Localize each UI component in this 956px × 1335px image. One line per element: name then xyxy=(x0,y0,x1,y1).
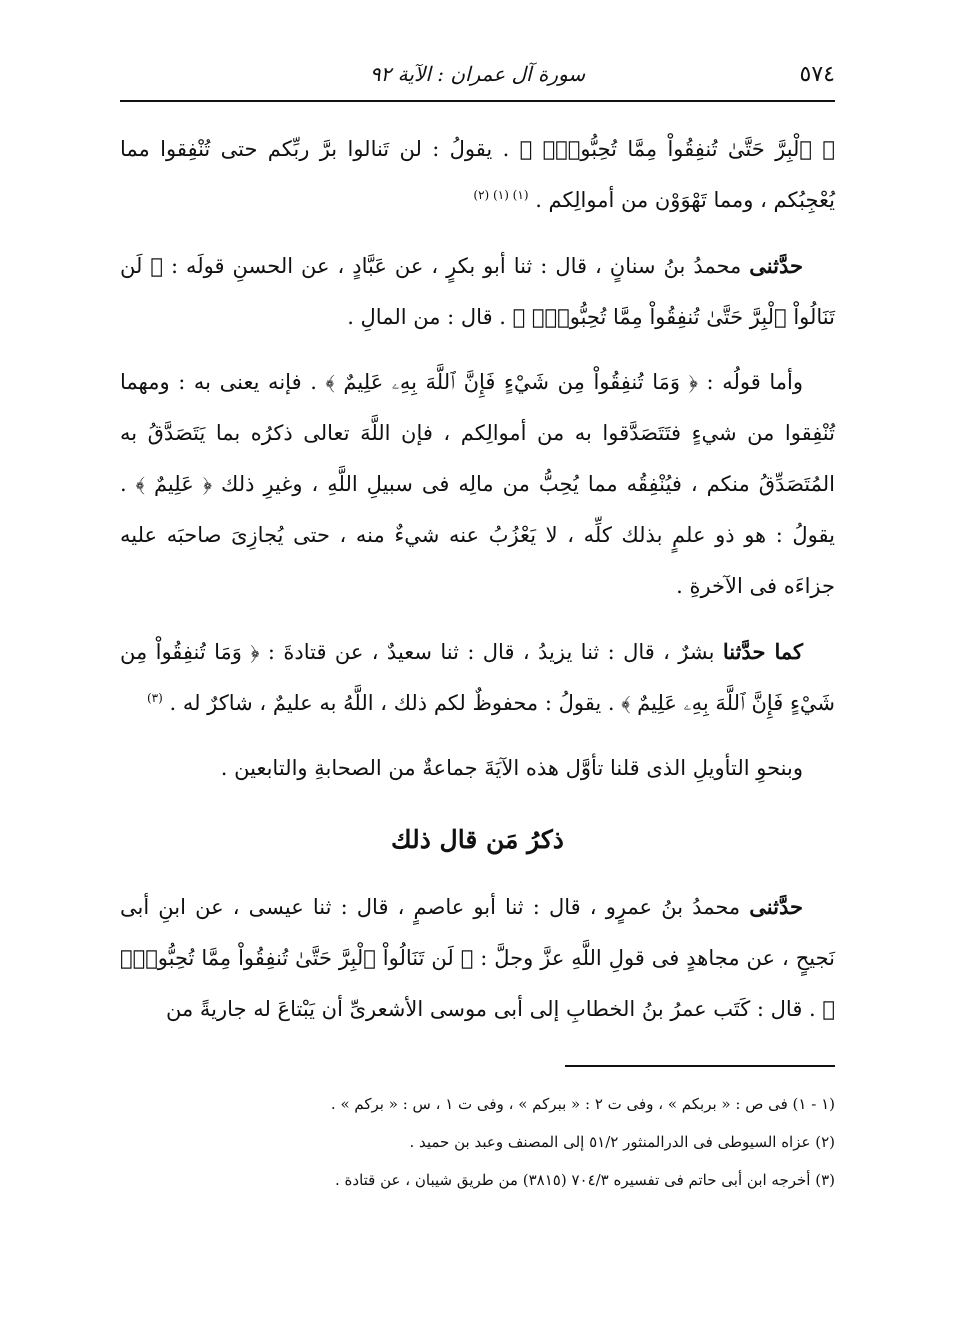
footnotes xyxy=(120,1085,835,1199)
paragraph xyxy=(120,881,835,1035)
footnote-markers: (١) (١) (٢) xyxy=(473,188,529,202)
footnote: (٣) أخرجه ابن أبى حاتم فى تفسيره ٧٠٤/٣ (٣٨١٥) من طريق شيبان ، عن قتادة . xyxy=(335,1171,835,1189)
footnote-divider xyxy=(565,1065,835,1067)
paragraph-text: محمدُ بنُ عمرٍو ، قال : ثنا أبو عاصمٍ ، قال : ثنا عيسى ، عن ابنِ أبى نَجيحٍ ، عن مجاهدٍ فى قولِ اللَّهِ عزَّ وجلَّ : ﴿ لَن تَنَالُواْ ٱلْبِرَّ حَتَّىٰ تُنفِقُواْ مِمَّا تُحِبُّونَۚ ﴾ . قال : كَتَب عمرُ بنُ الخطابِ إلى أبى موسى الأشعرىِّ أن يَبْتاعَ له جاريةً من xyxy=(120,895,835,1021)
paragraph-text: وبنحوِ التأويلِ الذى قلنا تأوَّل هذه الآيَةَ جماعةٌ من الصحابةِ والتابعين . xyxy=(220,756,803,780)
page-header xyxy=(120,50,835,102)
paragraph-lead: كما حدَّثنا xyxy=(722,639,803,664)
footnote: (١ - ١) فى ص : « بربكم » ، وفى ت ٢ : « ببركم » ، وفى ت ١ ، س : « بركم » . xyxy=(330,1095,835,1113)
main-text xyxy=(120,124,835,1035)
paragraph-text: محمدُ بنُ سنانٍ ، قال : ثنا أبو بكرٍ ، عن عَبَّادٍ ، عن الحسنِ قولَه : ﴿ لَن تَنَالُواْ ٱلْبِرَّ حَتَّىٰ تُنفِقُواْ مِمَّا تُحِبُّونَۚ ﴾ . قال : من المالِ . xyxy=(120,254,835,329)
paragraph-text: وأما قولُه : ﴿ وَمَا تُنفِقُواْ مِن شَيْءٍ فَإِنَّ ٱللَّهَ بِهِۦ عَلِيمٌ ﴾ . فإنه يعنى به : ومهما تُنْفِقوا من شيءٍ فتَتَصَدَّقوا به من أموالِكم ، فإن اللَّهَ تعالى ذكرُه بما يَتَصَدَّقُ به المُتَصَدِّقُ منكم ، فيُنْفِقُه مما يُحِبُّ من مالِه فى سبيلِ اللَّهِ ، وغيرِ ذلك ﴿ عَلِيمٌ ﴾ . يقولُ : هو ذو علمٍ بذلك كلِّه ، لا يَعْزُبُ عنه شيءٌ منه ، حتى يُجازِىَ صاحبَه عليه جزاءَه فى الآخرةِ . xyxy=(120,370,835,598)
section-heading: ذكرُ مَن قال ذلك xyxy=(391,825,564,854)
paragraph-lead: حدَّثنى xyxy=(749,253,803,278)
paragraph-lead: حدَّثنى xyxy=(749,894,803,919)
running-title: سورة آل عمران : الآية ٩٢ xyxy=(369,62,586,86)
paragraph-text: بشرٌ ، قال : ثنا يزيدُ ، قال : ثنا سعيدٌ ، عن قتادةَ : ﴿ وَمَا تُنفِقُواْ مِن شَيْءٍ فَإِنَّ ٱللَّهَ بِهِۦ عَلِيمٌ ﴾ . يقولُ : محفوظٌ لكم ذلك ، اللَّهُ به عليمٌ ، شاكرٌ له . xyxy=(120,640,835,715)
footnote-marker: (٣) xyxy=(146,691,163,705)
page xyxy=(120,50,835,1199)
page-number: ٥٧٤ xyxy=(799,62,835,87)
footnote: (٢) عزاه السيوطى فى الدرالمنثور ٥١/٢ إلى المصنف وعبد بن حميد . xyxy=(409,1133,835,1151)
paragraph xyxy=(120,626,835,729)
paragraph xyxy=(120,240,835,343)
paragraph-text: ﴿ ٱلْبِرَّ حَتَّىٰ تُنفِقُواْ مِمَّا تُحِبُّونَۚ ﴾ . يقولُ : لن تَنالوا برَّ ربِّكم حتى تُنْفِقوا مما يُعْجِبُكم ، ومما تَهْوَوْن من أموالِكم . xyxy=(120,137,835,212)
paragraph xyxy=(120,743,835,794)
paragraph xyxy=(120,124,835,226)
paragraph xyxy=(120,357,835,612)
